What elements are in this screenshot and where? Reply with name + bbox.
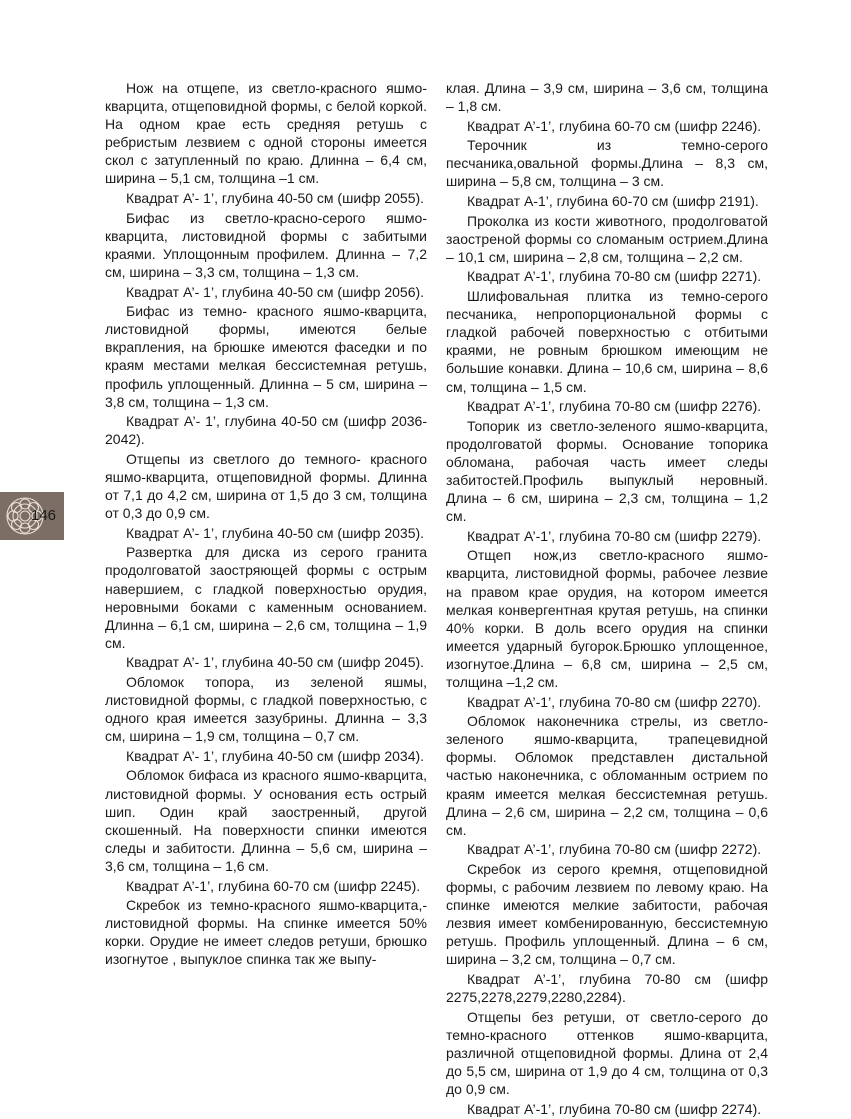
- paragraph: Квадрат А’-1’, глубина 70-80 см (шифр 2270).: [467, 693, 762, 710]
- paragraph: Обломок наконечника стрелы, из светло-зеленого яшмо-кварцита, трапецевидной формы. Обломок представлен дистальной частью наконечника, с обломанным острием по краям имеется мелкая бессистемная ретушь. Длина – 2,6 см, ширина – 2,2 см, толщина – 0,6 см.: [446, 713, 768, 838]
- paragraph: Развертка для диска из серого гранита продолговатой заостряющей формы с острым навершием, с гладкой поверхностью орудия, неровными боками с каменным основанием. Длинна – 6,1 см, ширина – 2,6 см, толщина – 1,9 см.: [105, 544, 427, 651]
- right-column: [446, 79, 768, 1119]
- paragraph: Проколка из кости животного, продолговатой заостреной формы со сломаным острием.Длина – 10,1 см, ширина – 2,8 см, толщина – 2,2 см.: [446, 212, 768, 265]
- paragraph: Квадрат А’-1’, глубина 70-80 см (шифр 2279).: [467, 527, 762, 544]
- paragraph: Квадрат А’-1’, глубина 60-70 см (шифр 2245).: [126, 877, 421, 894]
- page-number-tab: [0, 492, 64, 540]
- paragraph: Квадрат А’- 1’, глубина 40-50 см (шифр 2045).: [126, 654, 425, 671]
- paragraph: Квадрат А’-1’, глубина 60-70 см (шифр 2246).: [467, 117, 762, 134]
- paragraph: Квадрат А’- 1’, глубина 40-50 см (шифр 2035).: [126, 524, 425, 541]
- paragraph: Скребок из серого кремня, отщеповидной формы, с рабочим лезвием по левому краю. На спинке имеются мелкие забитости, рабочая лезвия имеет комбенированную, бессистемную ретушь. Профиль уплощенный. Длина – 6 см, ширина – 3,2 см, толщина – 0,7 см.: [446, 860, 768, 968]
- paragraph: Отщеп нож,из светло-красного яшмо-кварцита, листовидной формы, рабочее лезвие на правом крае орудия, на котором имеется мелкая конвергентная крутая ретушь, на спинки 40% корки. В доль всего орудия на спинки имеется ударный бугорок.Брюшко уплощенное, изогнутое.Длина – 6,8 см, ширина – 2,5 см, толщина –1,2 см.: [446, 547, 768, 690]
- left-column: [105, 79, 427, 970]
- paragraph: Нож на отщепе, из светло-красного яшмо-кварцита, отщеповидной формы, с белой коркой. На одном крае есть средняя ретушь с ребристым лезвием с одной стороны имеется скол с затупленный по краю. Длинна – 6,4 см, ширина – 5,1 см, толщина –1 см.: [105, 80, 427, 187]
- paragraph: Квадрат А’-1’, глубина 70-80 см (шифр 2274).: [467, 1100, 762, 1117]
- paragraph: Квадрат А’-1’, глубина 70-80 см (шифр 2275,2278,2279,2280,2284).: [446, 971, 768, 1006]
- paragraph: Бифас из темно- красного яшмо-кварцита, листовидной формы, имеются белые вкрапления, на брюшке имеются фаседки и по краям местами мелкая бессистемная ретушь, профиль уплощенный. Длинна – 5 см, ширина – 3,8 см, толщина – 1,3 см.: [105, 303, 427, 410]
- paragraph: Обломок топора, из зеленой яшмы, листовидной формы, с гладкой поверхностью, с одного края имеется зазубрины. Длинна – 3,3 см, ширина – 1,9 см, толщина – 0,7 см.: [105, 674, 427, 745]
- paragraph: Топорик из светло-зеленого яшмо-кварцита, продолговатой формы. Основание топорика обломана, рабочая часть имеет следы забитостей.Профиль выпуклый неровный. Длина – 6 см, ширина – 2,3 см, толщина – 1,2 см.: [446, 417, 768, 525]
- paragraph-continuation: клая. Длина – 3,9 см, ширина – 3,6 см, толщина – 1,8 см.: [446, 80, 768, 115]
- paragraph: Квадрат А’- 1’, глубина 40-50 см (шифр 2055).: [126, 190, 425, 207]
- paragraph: Обломок бифаса из красного яшмо-кварцита, листовидной формы. У основания есть острый шип. Один край заостренный, другой скошенный. На поверхности спинки имеются следы и забитости. Длинна – 5,6 см, ширина – 3,6 см, толщина – 1,6 см.: [105, 767, 427, 874]
- paragraph: Квадрат А’-1’, глубина 70-80 см (шифр 2272).: [467, 841, 762, 858]
- paragraph: Квадрат А’-1’, глубина 70-80 см (шифр 2276).: [467, 398, 762, 415]
- paragraph: Квадрат А’- 1’, глубина 40-50 см (шифр 2056).: [126, 283, 425, 300]
- paragraph: Квадрат А’-1’, глубина 70-80 см (шифр 2271).: [467, 268, 762, 285]
- paragraph: Квадрат А’- 1’, глубина 40-50 см (шифр 2034).: [126, 747, 425, 764]
- paragraph: Отщепы без ретуши, от светло-серого до темно-красного оттенков яшмо-кварцита, различной отщеповидной формы. Длина от 2,4 до 5,5 см, ширина от 1,9 до 4 см, толщина от 0,3 до 0,9 см.: [446, 1008, 768, 1098]
- page-number: 146: [31, 507, 57, 524]
- paragraph: Бифас из светло-красно-серого яшмо-кварцита, листовидной формы с забитыми краями. Уплощонным профилем. Длинна – 7,2 см, ширина – 3,3 см, толщина – 1,3 см.: [105, 209, 427, 280]
- paragraph: Шлифовальная плитка из темно-серого песчаника, непропорциональной формы с гладкой рабочей поверхностью с отбитыми краями, не ровным брюшком имеющим не большие конавки. Длина – 10,6 см, ширина – 8,6 см, толщина – 1,5 см.: [446, 288, 768, 395]
- paragraph: Отщепы из светлого до темного- красного яшмо-кварцита, отщеповидной формы. Длинна от 7,1 до 4,2 см, ширина от 1,5 до 3 см, толщина от 0,3 до 0,9 см.: [105, 450, 427, 522]
- paragraph: Квадрат А-1’, глубина 60-70 см (шифр 2191).: [467, 193, 759, 210]
- paragraph: Терочник из темно-серого песчаника,овальной формы.Длина – 8,3 см, ширина – 5,8 см, толщина – 3 см.: [446, 137, 768, 190]
- paragraph: Скребок из темно-красного яшмо-кварцита,-листовидной формы. На спинке имеется 50% корки. Орудие не имеет следов ретуши, брюшко изогнутое , выпуклое спинка так же выпу-: [105, 897, 427, 968]
- paragraph: Квадрат А’- 1’, глубина 40-50 см (шифр 2036-2042).: [105, 413, 427, 448]
